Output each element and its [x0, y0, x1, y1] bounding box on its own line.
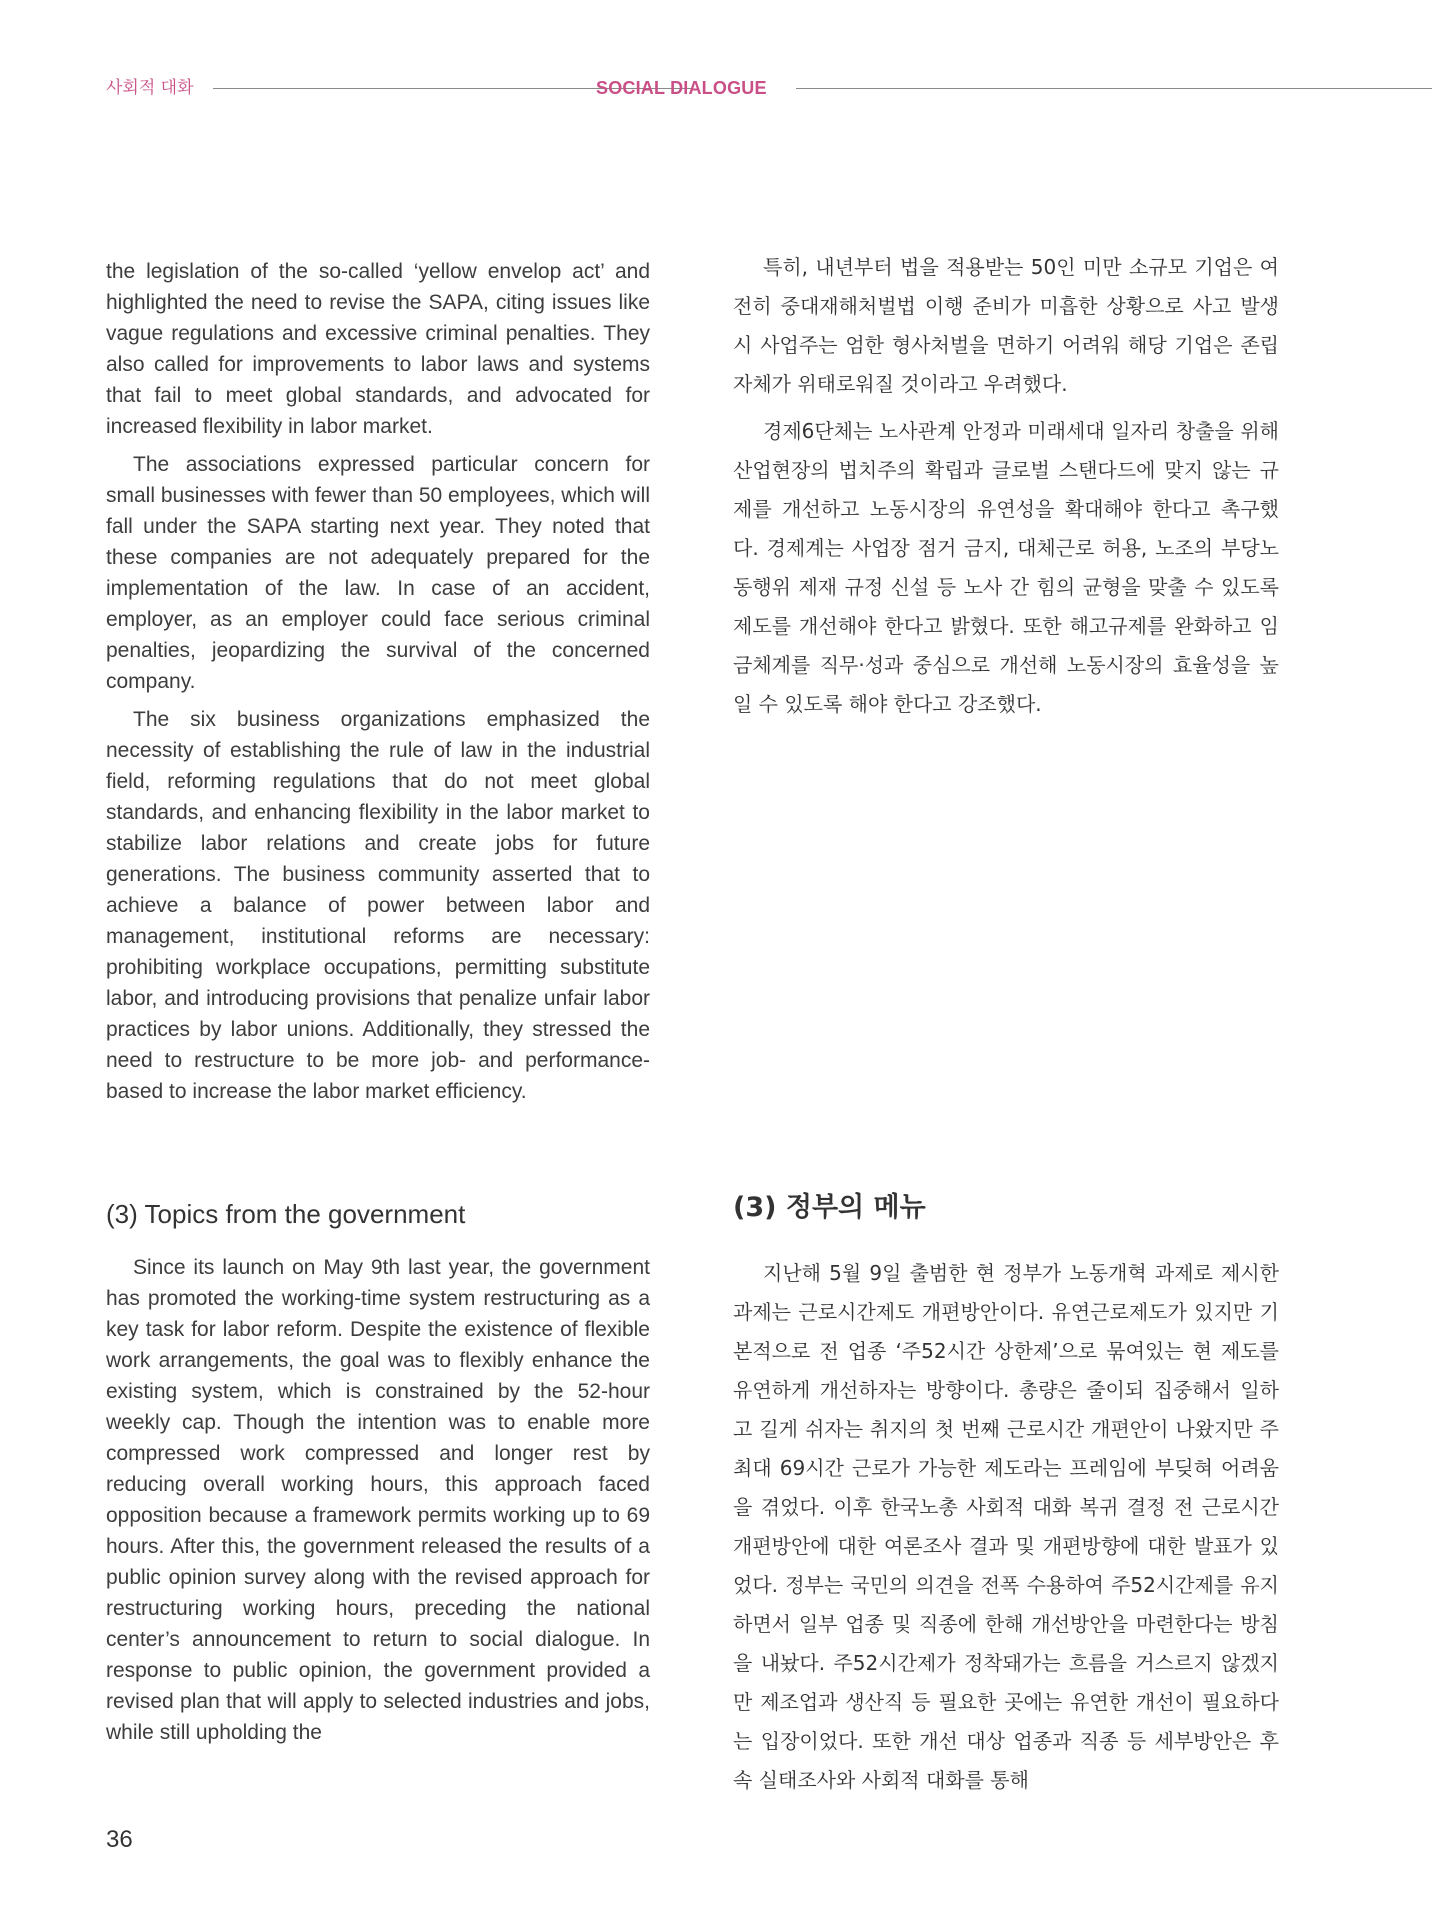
- header-section-en: SOCIAL DIALOGUE: [596, 78, 767, 98]
- header-rule-right: [796, 88, 1432, 89]
- english-column-bottom: [106, 1252, 650, 1755]
- paragraph: 경제6단체는 노사관계 안정과 미래세대 일자리 창출을 위해 산업현장의 법치주의 확립과 글로벌 스탠다드에 맞지 않는 규제를 개선하고 노동시장의 유연성을 확대해야 한다고 촉구했다. 경제계는 사업장 점거 금지, 대체근로 허용, 노조의 부당노동행위 제재 규정 신설 등 노사 간 힘의 균형을 맞출 수 있도록 제도를 개선해야 한다고 밝혔다. 또한 해고규제를 완화하고 임금체계를 직무·성과 중심으로 개선해 노동시장의 효율성을 높일 수 있도록 해야 한다고 강조했다.: [733, 419, 1279, 716]
- paragraph: 특히, 내년부터 법을 적용받는 50인 미만 소규모 기업은 여전히 중대재해처벌법 이행 준비가 미흡한 상황으로 사고 발생 시 사업주는 엄한 형사처벌을 면하기 어려워 해당 기업은 존립 자체가 위태로워질 것이라고 우려했다.: [733, 255, 1279, 396]
- korean-column-top: [733, 248, 1279, 732]
- section-heading-en: (3) Topics from the government: [106, 1199, 466, 1229]
- paragraph: 지난해 5월 9일 출범한 현 정부가 노동개혁 과제로 제시한 과제는 근로시간제도 개편방안이다. 유연근로제도가 있지만 기본적으로 전 업종 ‘주52시간 상한제’으로 묶여있는 현 제도를 유연하게 개선하자는 방향이다. 총량은 줄이되 집중해서 일하고 길게 쉬자는 취지의 첫 번째 근로시간 개편안이 나왔지만 주 최대 69시간 근로가 가능한 제도라는 프레임에 부딪혀 어려움을 겪었다. 이후 한국노총 사회적 대화 복귀 결정 전 근로시간 개편방안에 대한 여론조사 결과 및 개편방향에 대한 발표가 있었다. 정부는 국민의 의견을 전폭 수용하여 주52시간제를 유지하면서 일부 업종 및 직종에 한해 개선방안을 마련한다는 방침을 내놨다. 주52시간제가 정착돼가는 흐름을 거스르지 않겠지만 제조업과 생산직 등 필요한 곳에는 유연한 개선이 필요하다는 입장이었다. 또한 개선 대상 업종과 직종 등 세부방안은 후속 실태조사와 사회적 대화를 통해: [733, 1261, 1279, 1792]
- paragraph: Since its launch on May 9th last year, the government has promoted the working-time system restructuring as a key task for labor reform. Despite the existence of flexible work arrangements, the goal was to flexibly enhance the existing system, which is constrained by the 52-hour weekly cap. Though the intention was to enable more compressed work compressed and longer rest by reducing overall working hours, this approach faced opposition because a framework permits working up to 69 hours. After this, the government released the results of a public opinion survey along with the revised approach for restructuring working hours, preceding the national center’s announcement to return to social dialogue. In response to public opinion, the government provided a revised plan that will apply to selected industries and jobs, while still upholding the: [106, 1256, 650, 1744]
- header-section-ko: 사회적 대화: [106, 78, 194, 98]
- korean-column-bottom: [733, 1254, 1279, 1808]
- paragraph: The six business organizations emphasized the necessity of establishing the rule of law in the industrial field, reforming regulations that do not meet global standards, and enhancing flexibility in the labor market to stabilize labor relations and create jobs for future generations. The business community asserted that to achieve a balance of power between labor and management, institutional reforms are necessary: prohibiting workplace occupations, permitting substitute labor, and introducing provisions that penalize unfair labor practices by labor unions. Additionally, they stressed the need to restructure to be more job- and performance-based to increase the labor market efficiency.: [106, 708, 650, 1103]
- paragraph: The associations expressed particular concern for small businesses with fewer than 50 employees, which will fall under the SAPA starting next year. They noted that these companies are not adequately prepared for the implementation of the law. In case of an accident, employer, as an employer could face serious criminal penalties, jeopardizing the survival of the concerned company.: [106, 453, 650, 693]
- english-column-top: [106, 256, 650, 1114]
- paragraph: the legislation of the so-called ‘yellow envelop act’ and highlighted the need to revise the SAPA, citing issues like vague regulations and excessive criminal penalties. They also called for improvements to labor laws and systems that fail to meet global standards, and advocated for increased flexibility in labor market.: [106, 260, 650, 438]
- section-heading-ko: (3) 정부의 메뉴: [733, 1192, 926, 1223]
- page-number: 36: [106, 1826, 133, 1853]
- running-header: [106, 76, 1432, 104]
